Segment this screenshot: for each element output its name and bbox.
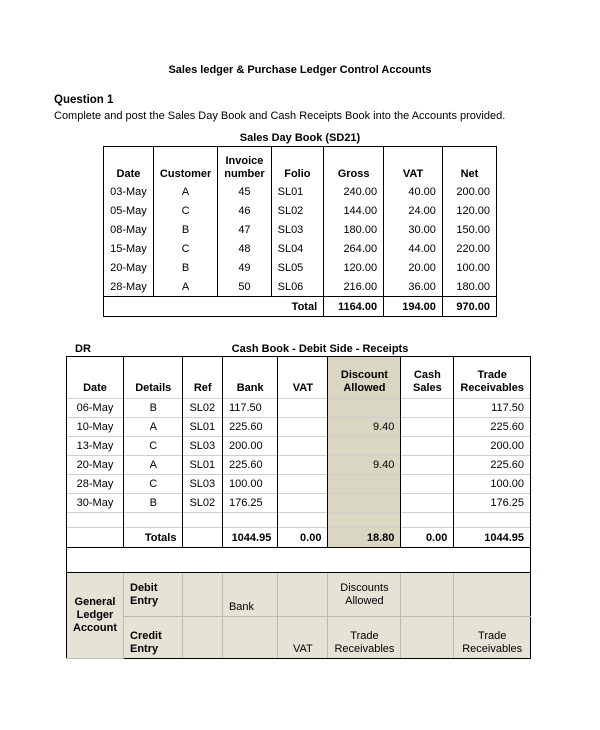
cell-discount: 9.40 xyxy=(328,418,401,437)
cell-discount xyxy=(328,437,401,456)
header-cash-sales xyxy=(401,357,454,399)
cell-vat: 36.00 xyxy=(384,278,443,297)
table-row xyxy=(67,494,531,513)
table-row xyxy=(104,202,497,221)
total-row xyxy=(104,297,497,317)
header-cash-line1: Cash xyxy=(413,369,441,381)
gl-label-line3: Account xyxy=(73,622,117,634)
cell-bank: 117.50 xyxy=(222,399,277,418)
cell-trade: 225.60 xyxy=(454,418,531,437)
cell-cash xyxy=(401,456,454,475)
cell-details: C xyxy=(124,437,183,456)
cell-trade: 176.25 xyxy=(454,494,531,513)
header-ref: Ref xyxy=(183,357,223,399)
cell-date: 30-May xyxy=(67,494,124,513)
cell-ref: SL01 xyxy=(183,456,223,475)
cell-gross: 180.00 xyxy=(324,221,384,240)
cell-vat xyxy=(278,475,328,494)
cell-customer: C xyxy=(153,240,217,259)
blank-row xyxy=(67,513,531,528)
debit-bank: Bank xyxy=(222,573,277,617)
cell-date: 06-May xyxy=(67,399,124,418)
cell-vat xyxy=(278,399,328,418)
table-row xyxy=(67,456,531,475)
totals-label: Totals xyxy=(124,528,183,548)
cell-ref: SL02 xyxy=(183,399,223,418)
sales-day-book-caption: Sales Day Book (SD21) xyxy=(239,132,361,144)
sales-day-book-table xyxy=(103,146,497,317)
cell-invoice: 47 xyxy=(218,221,271,240)
cell-net: 120.00 xyxy=(442,202,496,221)
cell-folio: SL06 xyxy=(271,278,324,297)
credit-trade-line2: Receivables xyxy=(334,643,395,655)
cell-gross: 144.00 xyxy=(324,202,384,221)
cell-trade: 117.50 xyxy=(454,399,531,418)
credit-trade-receivables-2 xyxy=(454,617,531,659)
cell-vat: 44.00 xyxy=(384,240,443,259)
header-trade-line2: Receivables xyxy=(460,382,524,394)
cell-date: 03-May xyxy=(104,183,154,202)
header-date: Date xyxy=(67,357,124,399)
cell-details: B xyxy=(124,494,183,513)
cell-discount: 9.40 xyxy=(328,456,401,475)
cell-vat xyxy=(278,456,328,475)
cell-cash xyxy=(401,399,454,418)
cell-gross: 120.00 xyxy=(324,259,384,278)
credit-trade-receivables xyxy=(328,617,401,659)
totals-row xyxy=(67,528,531,548)
cell-customer: B xyxy=(153,259,217,278)
cell-vat xyxy=(278,494,328,513)
header-discount-line2: Allowed xyxy=(343,382,386,394)
header-net: Net xyxy=(442,147,496,183)
cell-date: 05-May xyxy=(104,202,154,221)
credit-trade-b-line2: Receivables xyxy=(462,643,523,655)
header-invoice-line1: Invoice xyxy=(225,154,264,167)
cell-ref: SL02 xyxy=(183,494,223,513)
total-net: 970.00 xyxy=(442,297,496,317)
question-text: Complete and post the Sales Day Book and Cash Receipts Book into the Accounts provided. xyxy=(54,110,506,122)
cell-invoice: 46 xyxy=(218,202,271,221)
header-folio: Folio xyxy=(271,147,324,183)
cell-customer: A xyxy=(153,278,217,297)
table-row xyxy=(104,240,497,259)
table-row xyxy=(104,259,497,278)
header-trade-receivables xyxy=(454,357,531,399)
credit-trade-line1: Trade xyxy=(350,630,379,642)
cell-bank: 176.25 xyxy=(222,494,277,513)
totals-discount: 18.80 xyxy=(328,528,401,548)
cell-date: 10-May xyxy=(67,418,124,437)
cell-folio: SL05 xyxy=(271,259,324,278)
cell-net: 100.00 xyxy=(442,259,496,278)
debit-discount-line1: Discounts xyxy=(340,581,389,594)
cell-invoice: 48 xyxy=(218,240,271,259)
cell-date: 20-May xyxy=(67,456,124,475)
cell-discount xyxy=(328,475,401,494)
debit-discount-line2: Allowed xyxy=(345,594,384,607)
document-title: Sales ledger & Purchase Ledger Control Accounts xyxy=(168,64,432,76)
credit-line2: Entry xyxy=(130,643,159,655)
general-ledger-debit-row xyxy=(67,573,531,617)
header-customer: Customer xyxy=(153,147,217,183)
cell-gross: 264.00 xyxy=(324,240,384,259)
cell-vat: 20.00 xyxy=(384,259,443,278)
header-vat: VAT xyxy=(384,147,443,183)
header-invoice-number xyxy=(218,147,271,183)
table-row xyxy=(104,278,497,297)
cell-gross: 216.00 xyxy=(324,278,384,297)
cell-details: A xyxy=(124,418,183,437)
table-row xyxy=(67,418,531,437)
gl-label-line2: Ledger xyxy=(76,609,114,621)
cell-date: 28-May xyxy=(67,475,124,494)
header-invoice-line2: number xyxy=(224,167,265,180)
cell-invoice: 49 xyxy=(218,259,271,278)
cell-bank: 225.60 xyxy=(222,456,277,475)
totals-cash: 0.00 xyxy=(401,528,454,548)
header-vat: VAT xyxy=(278,357,328,399)
cell-vat xyxy=(278,418,328,437)
total-label: Total xyxy=(104,297,324,317)
cell-ref: SL03 xyxy=(183,475,223,494)
cell-details: C xyxy=(124,475,183,494)
header-discount-allowed xyxy=(328,357,401,399)
header-gross: Gross xyxy=(324,147,384,183)
cell-trade: 225.60 xyxy=(454,456,531,475)
cell-date: 28-May xyxy=(104,278,154,297)
cell-customer: C xyxy=(153,202,217,221)
table-row xyxy=(104,221,497,240)
table-row xyxy=(67,399,531,418)
total-gross: 1164.00 xyxy=(324,297,384,317)
totals-bank: 1044.95 xyxy=(222,528,277,548)
cell-folio: SL01 xyxy=(271,183,324,202)
cell-cash xyxy=(401,475,454,494)
cell-trade: 200.00 xyxy=(454,437,531,456)
cell-vat: 24.00 xyxy=(384,202,443,221)
cell-customer: B xyxy=(153,221,217,240)
cell-folio: SL04 xyxy=(271,240,324,259)
table-row xyxy=(104,183,497,202)
cell-ref: SL01 xyxy=(183,418,223,437)
cell-vat xyxy=(278,437,328,456)
cash-book-caption: Cash Book - Debit Side - Receipts xyxy=(231,343,409,355)
totals-trade: 1044.95 xyxy=(454,528,531,548)
general-ledger-credit-row xyxy=(67,617,531,659)
cell-date: 08-May xyxy=(104,221,154,240)
cell-vat: 30.00 xyxy=(384,221,443,240)
total-vat: 194.00 xyxy=(384,297,443,317)
totals-vat: 0.00 xyxy=(278,528,328,548)
cell-discount xyxy=(328,399,401,418)
general-ledger-label xyxy=(67,573,124,659)
debit-entry-label xyxy=(124,573,183,617)
table-header-row xyxy=(67,357,531,399)
cell-bank: 225.60 xyxy=(222,418,277,437)
cell-folio: SL02 xyxy=(271,202,324,221)
cell-net: 180.00 xyxy=(442,278,496,297)
cell-folio: SL03 xyxy=(271,221,324,240)
cell-cash xyxy=(401,494,454,513)
cash-book-table xyxy=(66,356,531,659)
cell-vat: 40.00 xyxy=(384,183,443,202)
credit-entry-label xyxy=(124,617,183,659)
cell-bank: 100.00 xyxy=(222,475,277,494)
credit-line1: Credit xyxy=(130,630,162,642)
cell-net: 200.00 xyxy=(442,183,496,202)
debit-discounts-allowed xyxy=(328,573,401,617)
debit-line1: Debit xyxy=(130,581,158,594)
cell-bank: 200.00 xyxy=(222,437,277,456)
table-row xyxy=(67,475,531,494)
header-date: Date xyxy=(104,147,154,183)
cell-cash xyxy=(401,418,454,437)
cell-net: 220.00 xyxy=(442,240,496,259)
cell-net: 150.00 xyxy=(442,221,496,240)
header-trade-line1: Trade xyxy=(477,369,507,381)
header-cash-line2: Sales xyxy=(413,382,442,394)
header-details: Details xyxy=(124,357,183,399)
credit-trade-b-line1: Trade xyxy=(478,630,507,642)
credit-vat: VAT xyxy=(278,617,328,659)
cell-customer: A xyxy=(153,183,217,202)
dr-label: DR xyxy=(75,343,91,355)
debit-line2: Entry xyxy=(130,594,159,607)
cell-discount xyxy=(328,494,401,513)
cell-details: A xyxy=(124,456,183,475)
cell-details: B xyxy=(124,399,183,418)
header-bank: Bank xyxy=(222,357,277,399)
cell-cash xyxy=(401,437,454,456)
header-discount-line1: Discount xyxy=(340,369,388,381)
table-header-row xyxy=(104,147,497,183)
cell-ref: SL03 xyxy=(183,437,223,456)
cell-date: 15-May xyxy=(104,240,154,259)
question-heading: Question 1 xyxy=(54,94,114,106)
cell-trade: 100.00 xyxy=(454,475,531,494)
table-row xyxy=(67,437,531,456)
cell-invoice: 50 xyxy=(218,278,271,297)
cell-date: 13-May xyxy=(67,437,124,456)
cell-date: 20-May xyxy=(104,259,154,278)
cell-gross: 240.00 xyxy=(324,183,384,202)
spacer-row xyxy=(67,548,531,573)
cell-invoice: 45 xyxy=(218,183,271,202)
gl-label-line1: General xyxy=(74,596,116,608)
